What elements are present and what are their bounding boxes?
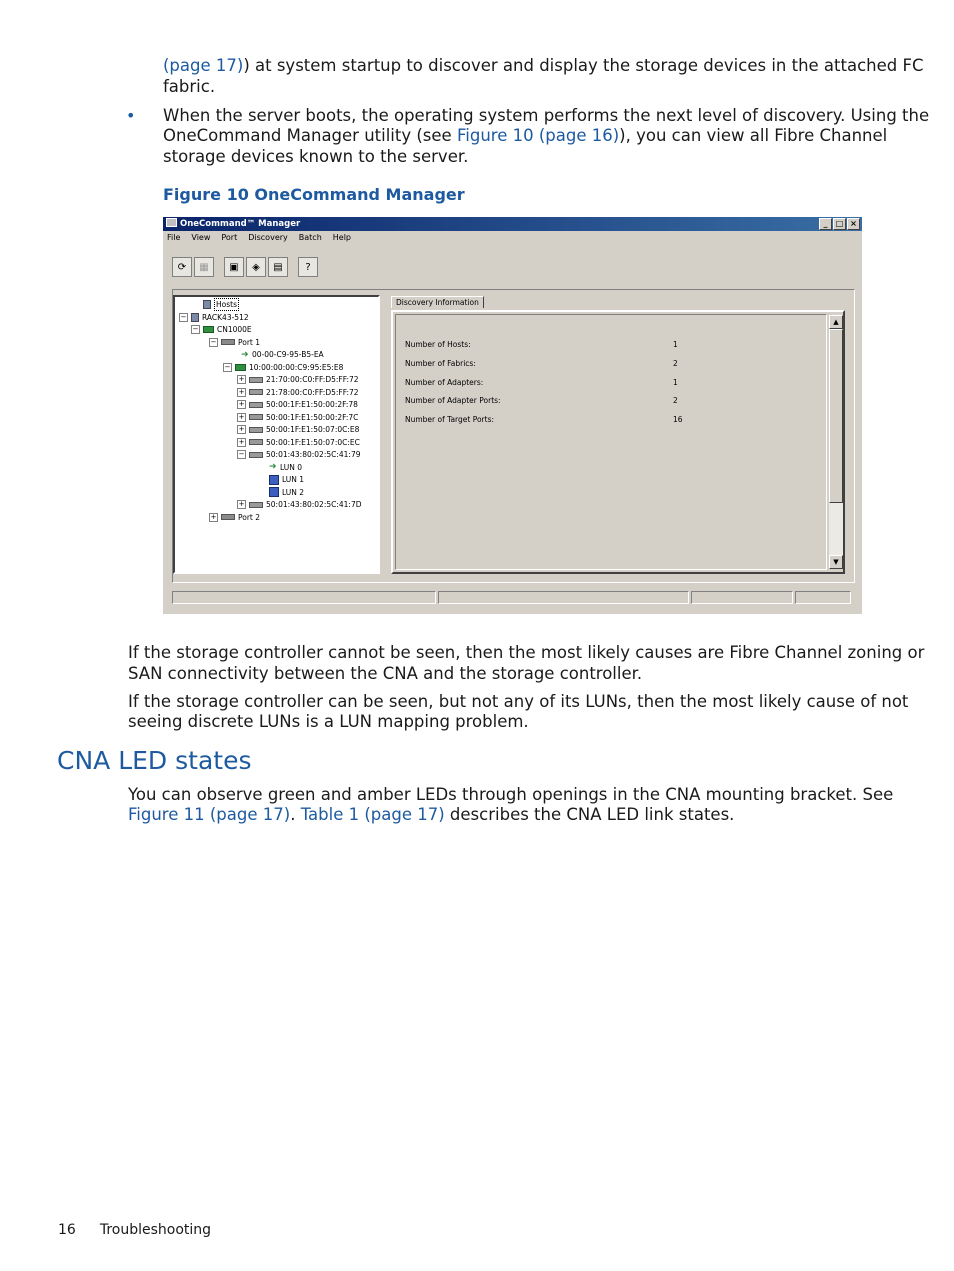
tree-node[interactable]	[209, 337, 260, 348]
tab-strip	[391, 296, 484, 310]
hosts-view-icon[interactable]: ▣	[224, 257, 244, 277]
onecommand-window	[163, 217, 862, 614]
bullet-text: OneCommand Manager utility (see	[163, 126, 457, 145]
info-value: 16	[673, 415, 683, 425]
page-number: 16	[58, 1222, 76, 1238]
tree-node-label: 21:78:00:C0:FF:D5:FF:72	[266, 387, 359, 397]
info-label: Number of Adapter Ports:	[405, 396, 501, 406]
tree-node[interactable]	[237, 374, 359, 385]
tree-node-label: 50:00:1F:E1:50:00:2F:78	[266, 400, 358, 409]
para1-line-2: SAN connectivity between the CNA and the storage controller.	[128, 664, 643, 683]
page-footer	[58, 1222, 235, 1238]
info-label: Number of Hosts:	[405, 340, 471, 349]
intro-line-2: fabric.	[163, 77, 216, 96]
menu-batch[interactable]: Batch	[298, 233, 322, 242]
menu-port[interactable]: Port	[221, 233, 238, 242]
adp-icon	[203, 326, 214, 333]
tree-node[interactable]	[237, 499, 362, 510]
expand-icon[interactable]: +	[210, 512, 217, 521]
para1-line-1: If the storage controller cannot be seen, then the most likely causes are Fibre Channel zoning or	[128, 643, 925, 662]
info-row	[405, 415, 683, 425]
expand-icon[interactable]: +	[238, 412, 245, 421]
refresh-icon[interactable]: ⟳	[172, 257, 192, 277]
info-value: 1	[673, 340, 678, 349]
lunarrow-icon: ➜	[269, 462, 277, 472]
tgt-icon	[249, 402, 263, 408]
tree-node[interactable]	[179, 312, 249, 323]
collapse-icon[interactable]: −	[224, 362, 231, 371]
tree-node[interactable]	[191, 299, 239, 310]
table-link[interactable]: Table 1 (page 17)	[300, 805, 445, 824]
tree-node[interactable]	[237, 437, 360, 448]
collapse-icon[interactable]: −	[238, 450, 245, 458]
bullet-line-3: storage devices known to the server.	[163, 147, 469, 166]
info-label: Number of Target Ports:	[405, 415, 495, 425]
tgt-icon	[249, 502, 263, 508]
tree-node-label: 50:00:1F:E1:50:00:2F:7C	[266, 412, 359, 422]
minimize-button[interactable]: _	[819, 218, 832, 230]
status-segment	[172, 591, 436, 604]
vertical-scrollbar[interactable]	[829, 315, 843, 569]
menu-view[interactable]: View	[191, 233, 211, 242]
tgt-icon	[249, 377, 263, 383]
tree-node[interactable]	[237, 412, 358, 423]
fabric-view-icon[interactable]: ◈	[246, 257, 266, 277]
port-icon	[221, 514, 235, 520]
figure-link[interactable]: Figure 11 (page 17)	[128, 805, 291, 824]
scroll-up-icon[interactable]: ▲	[829, 315, 843, 329]
host-icon	[203, 300, 211, 309]
info-row	[405, 396, 678, 406]
tree-node-label: 50:00:1F:E1:50:07:0C:EC	[266, 437, 360, 447]
close-button[interactable]: ×	[847, 218, 860, 230]
info-value: 1	[673, 377, 678, 387]
tree-node-label: LUN 2	[282, 487, 305, 497]
bullet-line-2	[163, 126, 887, 147]
collapse-icon[interactable]: −	[210, 337, 217, 346]
help-icon[interactable]: ?	[298, 257, 318, 277]
port-icon	[221, 339, 235, 345]
intro-text: ) at system startup to discover and display the storage devices in the attached FC	[243, 56, 924, 75]
info-row	[405, 340, 678, 350]
info-row	[405, 377, 678, 388]
menu-bar	[163, 231, 862, 244]
bullet-text: ), you can view all Fibre Channel	[619, 126, 888, 145]
para2-line-1: If the storage controller can be seen, but not any of its LUNs, then the most likely cause of not	[128, 692, 909, 711]
collapse-icon[interactable]: −	[192, 325, 199, 333]
info-row	[405, 358, 678, 369]
tree-node-label: Port 2	[238, 512, 261, 522]
tree-node[interactable]	[209, 512, 260, 523]
app-icon	[166, 218, 177, 227]
tree-node[interactable]	[191, 324, 252, 335]
tree-node-label: 21:70:00:C0:FF:D5:FF:72	[266, 375, 359, 384]
tgt-icon	[249, 452, 263, 458]
section-line-2	[128, 805, 734, 826]
toolbar	[172, 256, 318, 278]
tgt-icon	[249, 427, 263, 433]
expand-icon[interactable]: +	[238, 425, 245, 433]
intro-line-1	[163, 56, 924, 77]
info-value: 2	[673, 358, 678, 368]
status-bar	[172, 591, 853, 604]
host-icon	[191, 313, 199, 322]
expand-icon[interactable]: +	[238, 437, 245, 446]
tree-node-label: LUN 0	[280, 462, 303, 472]
tree-node[interactable]	[237, 449, 361, 460]
tree-node[interactable]	[257, 487, 304, 498]
menu-help[interactable]: Help	[332, 233, 352, 242]
discovery-tree[interactable]	[173, 295, 380, 574]
tree-node[interactable]	[223, 362, 343, 373]
expand-icon[interactable]: +	[238, 400, 245, 408]
expand-icon[interactable]: +	[238, 387, 245, 396]
tree-node-label: 00-00-C9-95-B5-EA	[252, 350, 324, 359]
tree-node-label: 50:01:43:80:02:5C:41:7D	[266, 500, 362, 509]
tree-node[interactable]	[237, 424, 359, 435]
figure-link[interactable]: Figure 10 (page 16)	[456, 126, 620, 145]
tgt-icon	[249, 389, 263, 395]
tree-node[interactable]	[257, 474, 304, 485]
bullet-line-1: When the server boots, the operating system performs the next level of discovery. Using the	[163, 106, 930, 125]
lunarrow-icon: ➜	[241, 349, 249, 360]
scroll-thumb[interactable]	[829, 329, 843, 503]
adp-icon	[235, 364, 246, 371]
figure-caption: Figure 10 OneCommand Manager	[163, 185, 465, 204]
status-segment	[438, 591, 690, 604]
window-titlebar	[163, 217, 862, 231]
discovery-info-panel	[391, 310, 845, 574]
adapter-view-icon[interactable]: ▤	[268, 257, 288, 277]
info-value: 2	[673, 396, 678, 406]
section-text: .	[290, 805, 301, 824]
tree-node-label: RACK43-512	[202, 312, 249, 322]
tree-node-label: Hosts	[216, 300, 237, 309]
lun-icon	[269, 487, 279, 497]
footer-chapter: Troubleshooting	[99, 1222, 212, 1238]
tree-node-label: CN1000E	[217, 325, 252, 334]
lun-icon	[269, 475, 279, 485]
status-segment	[691, 591, 792, 604]
tree-node-label: 50:01:43:80:02:5C:41:79	[266, 450, 361, 459]
section-heading: CNA LED states	[57, 746, 252, 775]
menu-file[interactable]: File	[167, 233, 181, 242]
maximize-button[interactable]: □	[833, 218, 846, 230]
section-line-1: You can observe green and amber LEDs through openings in the CNA mounting bracket. See	[128, 785, 894, 804]
scroll-down-icon[interactable]: ▼	[829, 555, 843, 569]
collapse-icon[interactable]: −	[180, 312, 187, 321]
tree-node-label: 50:00:1F:E1:50:07:0C:E8	[266, 425, 360, 434]
tree-node-label: 10:00:00:00:C9:95:E5:E8	[249, 362, 344, 372]
tgt-icon	[249, 414, 263, 420]
expand-icon[interactable]: +	[238, 500, 245, 508]
info-label: Number of Fabrics:	[405, 358, 476, 368]
tab-discovery-information[interactable]: Discovery Information	[391, 296, 484, 308]
section-text: describes the CNA LED link states.	[444, 805, 735, 824]
tree-node[interactable]	[237, 387, 359, 398]
tree-node-label: Port 1	[238, 337, 261, 347]
discovery-info-list	[395, 314, 827, 570]
para2-line-2: seeing discrete LUNs is a LUN mapping problem.	[128, 712, 529, 731]
page-link[interactable]: (page 17)	[163, 56, 244, 75]
info-label: Number of Adapters:	[405, 377, 484, 387]
tgt-icon	[249, 439, 263, 445]
expand-icon[interactable]: +	[238, 375, 245, 383]
tree-node[interactable]	[229, 349, 324, 360]
menu-discovery[interactable]: Discovery	[248, 233, 288, 242]
tree-node[interactable]	[257, 462, 302, 473]
bullet-marker: •	[126, 106, 136, 125]
window-title: OneCommand™ Manager	[180, 219, 301, 229]
tree-node-label: LUN 1	[282, 475, 305, 484]
tree-node[interactable]	[237, 399, 358, 410]
grid-icon[interactable]: ▦	[194, 257, 214, 277]
status-segment	[795, 591, 852, 604]
